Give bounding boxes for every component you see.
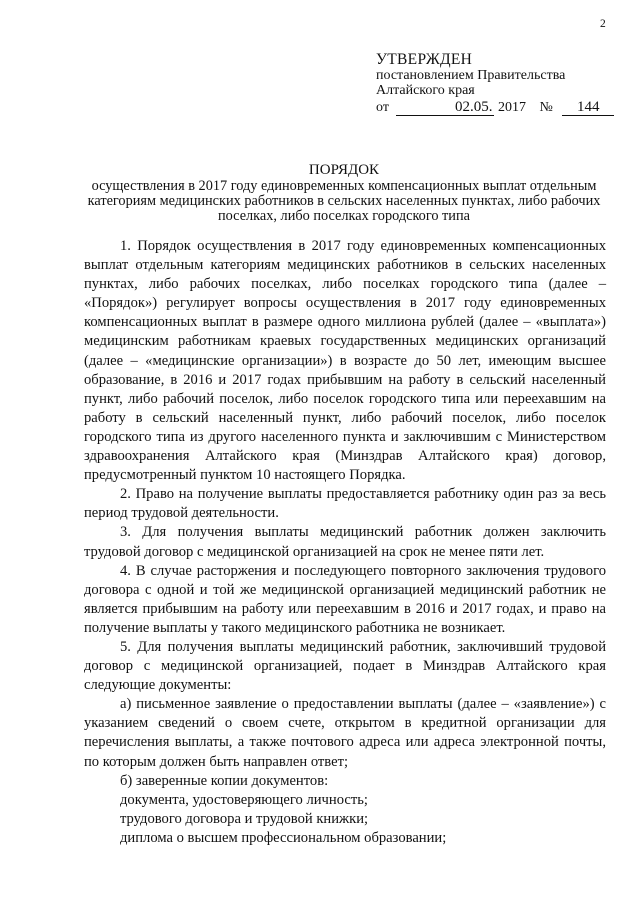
approval-stamp (376, 52, 616, 116)
date-prefix: от (376, 100, 389, 115)
document-title: ПОРЯДОК (308, 162, 380, 178)
paragraph-5: 5. Для получения выплаты медицинский работник, заключивший трудовой договор с медицинской организацией, подает в Минздрав Алтайского края следующие документы: (84, 638, 606, 694)
approval-title: УТВЕРЖДЕН (376, 51, 473, 68)
paragraph-5b: б) заверенные копии документов: (120, 772, 329, 789)
approval-line-2: Алтайского края (376, 83, 475, 98)
document-body (84, 237, 606, 848)
approval-date: 02.05. (396, 100, 494, 116)
document-heading (84, 163, 604, 224)
approval-line-1: постановлением Правительства (376, 68, 566, 83)
paragraph-4: 4. В случае расторжения и последующего повторного заключения трудового договора с одной и той же медицинской организацией медицинский работник не является прибывшим на работу или переехавшим в 2016 и 2017 годах, и право на получение выплаты у такого медицинского работника не возникает. (84, 562, 606, 636)
approval-number: 144 (562, 100, 614, 116)
paragraph-2: 2. Право на получение выплаты предоставляется работнику один раз за весь период трудовой деятельности. (84, 486, 606, 522)
list-item-diploma: диплома о высшем профессиональном образовании; (120, 829, 447, 846)
list-item-identity: документа, удостоверяющего личность; (120, 791, 368, 808)
page-number: 2 (600, 18, 606, 30)
list-item-contract: трудового договора и трудовой книжки; (120, 810, 369, 827)
approval-year: 2017 (497, 100, 526, 115)
paragraph-1: 1. Порядок осуществления в 2017 году единовременных компенсационных выплат отдельным категориям медицинских работников в сельских населенных пунктах, либо рабочих поселках, либо поселках городского типа (далее – «Порядок») регулирует вопросы осуществления в 2017 году единовременных компенсационных выплат в размере одного миллиона рублей (далее – «выплата») медицинским работникам краевых государственных медицинских организаций (далее – «медицинские организации») в возрасте до 50 лет, имеющим высшее образование, в 2016 и 2017 годах прибывшим на работу в сельский населенный пункт, либо рабочий поселок, либо поселок городского типа или переехавшим на работу в сельский населенный пункт, либо рабочий поселок, либо поселок городского типа из другого населенного пункта и заключившим с Министерством здравоохранения Алтайского края (Минздрав Алтайского края) договор, предусмотренный пунктом 10 настоящего Порядка. (84, 238, 606, 484)
document-subtitle: осуществления в 2017 году единовременных компенсационных выплат отдельным категориям медицинских работников в сельских населенных пунктах, либо рабочих поселках, либо поселках городского типа (87, 178, 601, 224)
paragraph-3: 3. Для получения выплаты медицинский работник должен заключить трудовой договор с медицинской организацией на срок не менее пяти лет. (84, 524, 606, 560)
number-label: № (539, 100, 553, 115)
approval-date-row (376, 100, 616, 116)
paragraph-5a: а) письменное заявление о предоставлении выплаты (далее – «заявление») с указанием сведений о своем счете, открытом в кредитной организации для перечисления выплаты, а также почтового адреса или адреса электронной почты, по которым должен быть направлен ответ; (84, 696, 606, 770)
